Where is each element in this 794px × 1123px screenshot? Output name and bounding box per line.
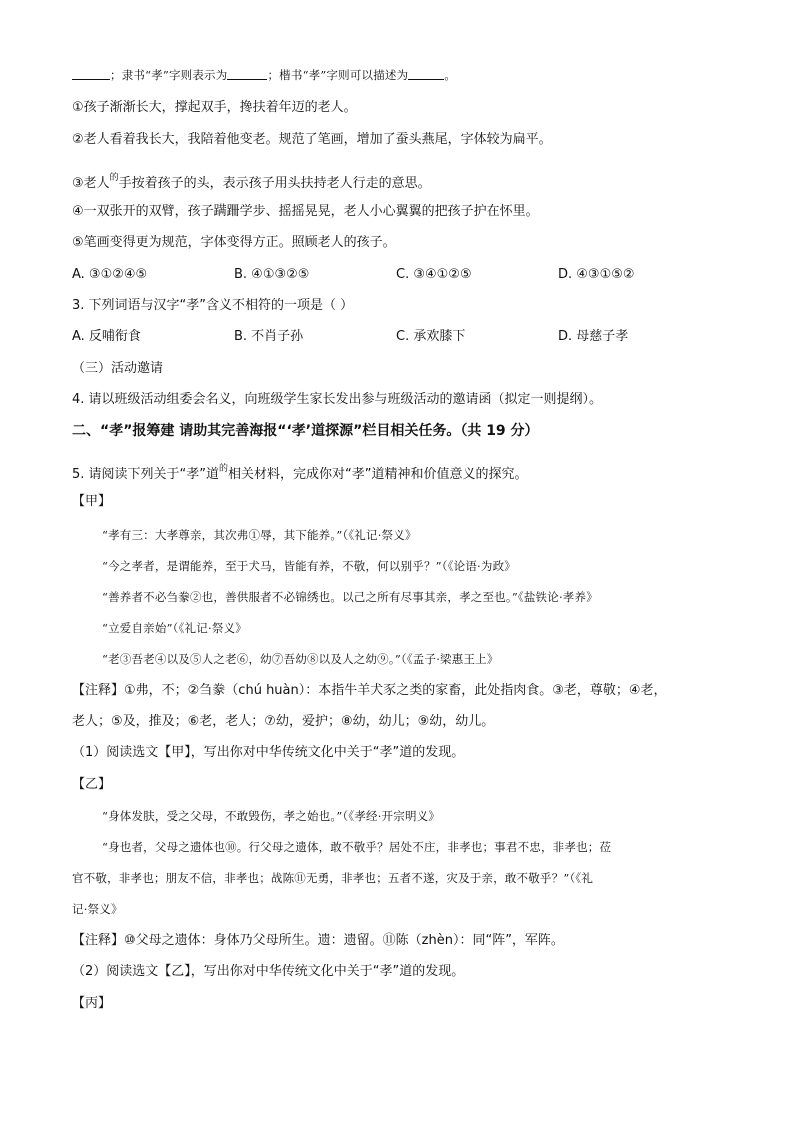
text-segment: 5. 请阅读下列关于“孝”道 [72,467,220,482]
option-item-3 [72,169,431,193]
quote-continued: 记·祭义》 [72,902,123,916]
sub-question-1: （1）阅读选文【甲】，写出你对中华传统文化中关于“孝”道的发现。 [72,745,465,760]
option-item-5: ⑤笔画变得更为规范，字体变得方正。照顾老人的孩子。 [72,235,396,250]
choice-a[interactable]: A. ③①②④⑤ [72,267,148,282]
quote: “身也者，父母之遗体也⑩。行父母之遗体，敢不敬乎？居处不庄，非孝也；事君不忠，非孝也；莅 [102,840,612,854]
material-yi-heading: 【乙】 [72,777,112,792]
quote: “身体发肤，受之父母，不敢毁伤，孝之始也。”（《孝经·开宗明义》 [102,809,441,823]
section-heading: （三）活动邀请 [72,361,164,376]
question-3-stem: 3. 下列词语与汉字“孝”含义不相符的一项是（ ） [72,298,354,313]
answer-blank[interactable] [72,67,110,80]
quote: “孝有三：大孝尊亲，其次弗①辱，其下能养。”（《礼记·祭义》 [102,528,417,542]
part-heading: 二、“孝”报筹建 请助其完善海报“‘孝’道探源”栏目相关任务。（共 19 分） [72,423,539,439]
answer-blank[interactable] [227,67,267,80]
option-item-2: ②老人看着我长大，我陪着他变老。规范了笔画，增加了蚕头燕尾，字体较为扁平。 [72,132,552,147]
question-4: 4. 请以班级活动组委会名义，向班级学生家长发出参与班级活动的邀请函（拟定一则提纲）。 [72,392,603,407]
q3-choice-d[interactable]: D. 母慈子孝 [558,329,629,344]
annotation-line: 老人；⑤及，推及；⑥老，老人；⑦幼，爱护；⑧幼，幼儿；⑨幼，幼儿。 [72,714,495,729]
annotation-line: 【注释】①弗，不；②刍豢（chú huàn）：本指牛羊犬豕之类的家畜，此处指肉食。③老，尊敬；④老， [72,683,667,698]
choice-d[interactable]: D. ④③①⑤② [558,267,635,282]
text-segment: 相关材料，完成你对“孝”道精神和价值意义的探究。 [228,467,528,482]
text-segment: ；隶书“孝”字则表示为 [110,68,228,82]
sub-question-2: （2）阅读选文【乙】，写出你对中华传统文化中关于“孝”道的发现。 [72,964,465,979]
text-segment: 。 [444,68,457,82]
text-segment: 手按着孩子的头，表示孩子用头扶持老人行走的意思。 [118,176,431,191]
text-segment: ③老人 [72,176,110,191]
choice-c[interactable]: C. ③④①②⑤ [396,267,472,282]
material-bing-heading: 【丙】 [72,996,112,1011]
quote: “立爱自亲始”（《礼记·祭义》 [102,621,247,635]
q3-choice-b[interactable]: B. 不肖子孙 [234,329,304,344]
superscript-char: 的 [109,173,119,183]
quote: “今之孝者，是谓能养，至于犬马，皆能有养，不敬，何以别乎？”（《论语·为政》 [102,559,517,573]
option-item-4: ④一双张开的双臂，孩子蹒跚学步、摇摇晃晃，老人小心翼翼的把孩子护在怀里。 [72,204,539,219]
q3-choice-a[interactable]: A. 反哺衔食 [72,329,141,344]
quote: “善养者不必刍豢②也，善供服者不必锦绣也。以己之所有尽事其亲，孝之至也。”《盐铁论·孝养》 [102,590,598,604]
option-item-1: ①孩子渐渐长大，撑起双手，搀扶着年迈的老人。 [72,100,357,115]
text-segment: ；楷书“孝”字则可以描述为 [267,68,409,82]
question-5 [72,460,528,484]
quote: “老③吾老④以及⑤人之老⑥，幼⑦吾幼⑧以及人之幼⑨。”（《孟子·梁惠王上》 [102,652,499,666]
answer-blank[interactable] [408,67,444,80]
q3-choice-c[interactable]: C. 承欢膝下 [396,329,466,344]
fill-blank-line [72,66,456,84]
quote-continued: 官不敬，非孝也；朋友不信，非孝也；战陈⑪无勇，非孝也；五者不遂，灾及于亲，敢不敬乎？”（《礼 [72,871,594,885]
material-jia-heading: 【甲】 [72,494,112,509]
annotation-line: 【注释】⑩父母之遗体：身体乃父母所生。遗：遗留。⑪陈（zhèn）：同“阵”，军阵。 [72,933,564,948]
choice-b[interactable]: B. ④①③②⑤ [234,267,310,282]
superscript-char: 的 [219,464,229,474]
